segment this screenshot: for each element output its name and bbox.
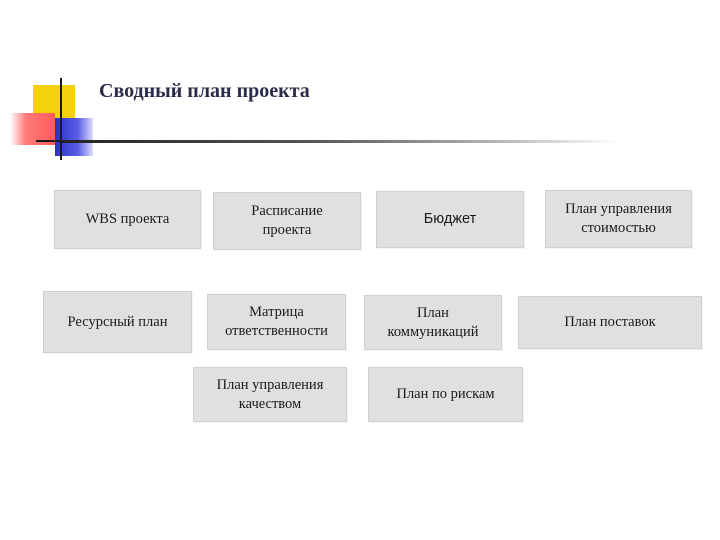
title-underline [62,140,618,143]
vertical-rule [60,78,62,160]
box-cost-plan: План управления стоимостью [545,190,692,248]
slide-title: Сводный план проекта [99,80,310,102]
box-quality-plan: План управления качеством [193,367,347,422]
box-budget: Бюджет [376,191,524,248]
box-resource-plan: Ресурсный план [43,291,192,353]
box-communications-plan: План коммуникаций [364,295,502,350]
box-responsibility-matrix: Матрица ответственности [207,294,346,350]
box-wbs: WBS проекта [54,190,201,249]
decorative-logo [0,0,110,170]
box-schedule: Расписание проекта [213,192,361,250]
box-procurement-plan: План поставок [518,296,702,349]
box-risk-plan: План по рискам [368,367,523,422]
